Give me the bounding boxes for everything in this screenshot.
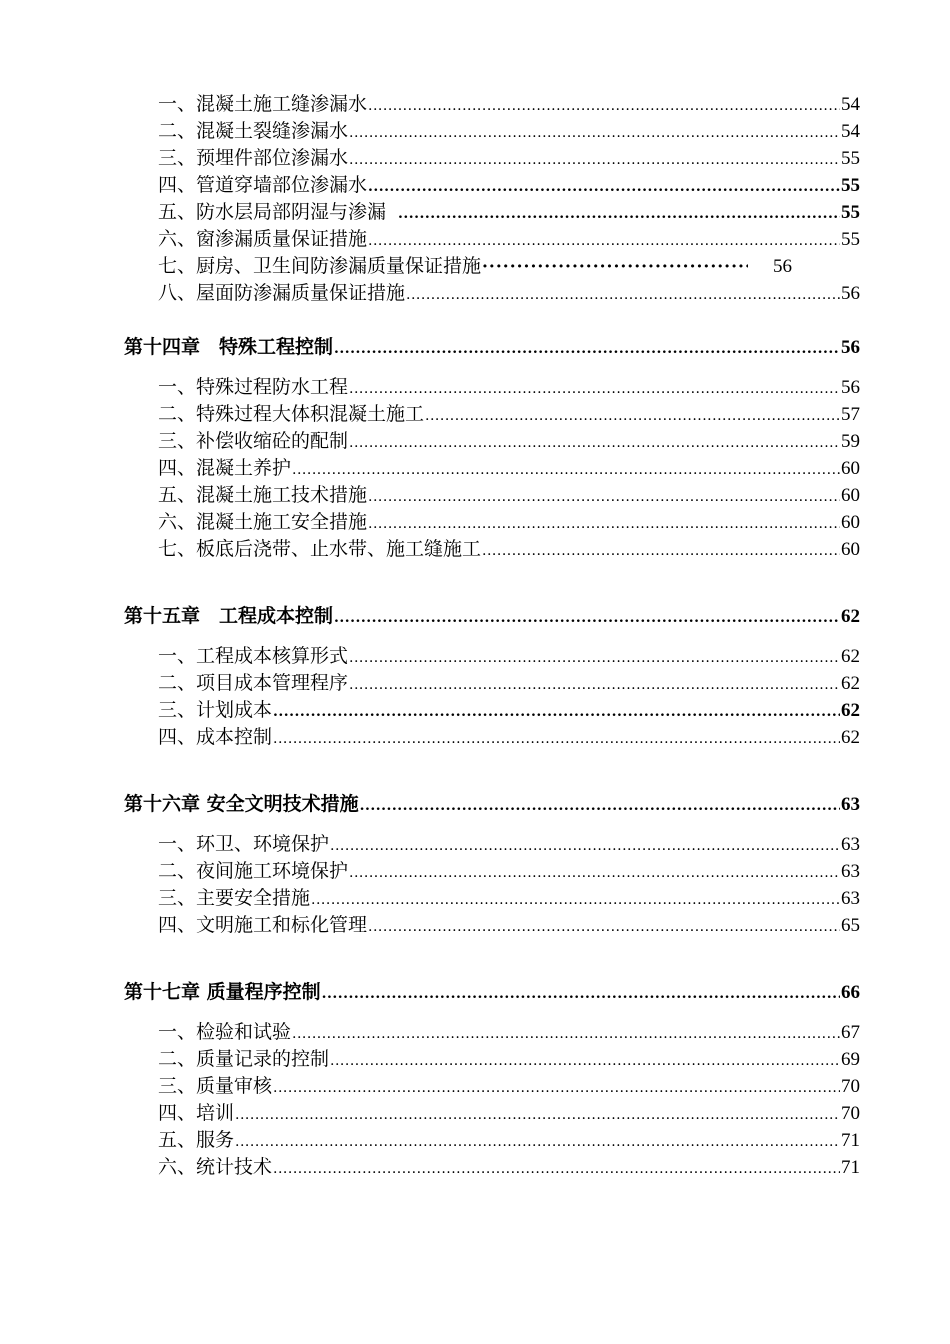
toc-entry[interactable] [158, 1020, 860, 1044]
dot-leader [334, 606, 840, 630]
toc-entry-label: 一、工程成本核算形式 [158, 645, 349, 667]
toc-entry[interactable] [158, 1101, 860, 1125]
dot-leader [334, 337, 840, 361]
toc-entry-label: 四、混凝土养护 [158, 457, 292, 479]
toc-entry-label: 二、质量记录的控制 [158, 1048, 330, 1070]
toc-chapter-page: 56 [841, 337, 860, 358]
toc-entry-page: 71 [841, 1130, 860, 1151]
toc-entry[interactable] [158, 173, 860, 197]
toc-chapter[interactable] [124, 335, 860, 359]
toc-entry[interactable] [158, 886, 860, 910]
toc-entry[interactable] [158, 429, 860, 453]
toc-entry-label: 三、计划成本 [158, 699, 273, 721]
dot-leader [349, 431, 840, 455]
dot-leader [273, 1076, 840, 1100]
toc-entry-label: 五、防水层局部阴湿与渗漏 [158, 201, 387, 223]
toc-entry-label: 六、统计技术 [158, 1156, 273, 1178]
toc-entry[interactable] [158, 859, 860, 883]
toc-chapter[interactable] [124, 792, 860, 816]
dot-leader [322, 982, 840, 1006]
dot-leader [235, 1103, 840, 1127]
dot-leader [273, 727, 840, 751]
toc-entry[interactable] [158, 402, 860, 426]
toc-entry-label: 三、质量审核 [158, 1075, 273, 1097]
dot-leader [235, 1130, 840, 1154]
toc-entry-page: 60 [841, 485, 860, 506]
toc-entry-page: 54 [841, 121, 860, 142]
dot-leader [482, 255, 748, 279]
toc-entry-page: 69 [841, 1049, 860, 1070]
toc-chapter-page: 66 [841, 982, 860, 1003]
toc-entry-label: 五、混凝土施工技术措施 [158, 484, 368, 506]
toc-entry-label: 四、文明施工和标化管理 [158, 914, 368, 936]
toc-entry-page: 67 [841, 1022, 860, 1043]
toc-entry-label: 二、混凝土裂缝渗漏水 [158, 120, 349, 142]
dot-leader [330, 834, 840, 858]
dot-leader [349, 646, 840, 670]
toc-entry-page: 54 [841, 94, 860, 115]
toc-entry-page: 71 [841, 1157, 860, 1178]
toc-entry[interactable] [158, 281, 860, 305]
toc-entry[interactable] [158, 671, 860, 695]
toc-entry[interactable] [158, 698, 860, 722]
toc-entry[interactable] [158, 725, 860, 749]
toc-entry-page: 62 [841, 673, 860, 694]
toc-chapter-page: 62 [841, 606, 860, 627]
dot-leader [349, 148, 840, 172]
toc-chapter-page: 63 [841, 794, 860, 815]
toc-entry-page: 57 [841, 404, 860, 425]
toc-entry-page: 60 [841, 458, 860, 479]
toc-entry-page: 56 [773, 256, 793, 277]
dot-leader [330, 1049, 840, 1073]
toc-entry-label: 七、厨房、卫生间防渗漏质量保证措施 [158, 255, 482, 277]
toc-entry[interactable] [158, 1155, 860, 1179]
dot-leader [406, 283, 840, 307]
toc-entry-page: 65 [841, 915, 860, 936]
toc-entry-label: 一、检验和试验 [158, 1021, 292, 1043]
toc-entry[interactable] [158, 200, 860, 224]
dot-leader [368, 175, 840, 199]
toc-entry-page: 70 [841, 1076, 860, 1097]
toc-entry-page: 60 [841, 512, 860, 533]
toc-entry[interactable] [158, 375, 860, 399]
toc-entry-page: 55 [841, 175, 860, 196]
toc-entry[interactable] [158, 146, 860, 170]
toc-entry-label: 三、主要安全措施 [158, 887, 311, 909]
toc-entry-label: 二、项目成本管理程序 [158, 672, 349, 694]
toc-entry[interactable] [158, 1047, 860, 1071]
dot-leader [292, 458, 840, 482]
toc-chapter-label: 第十四章 特殊工程控制 [124, 336, 334, 358]
toc-entry-page: 63 [841, 888, 860, 909]
toc-entry-label: 四、成本控制 [158, 726, 273, 748]
toc-entry[interactable] [158, 644, 860, 668]
dot-leader [349, 673, 840, 697]
toc-entry-label: 三、预埋件部位渗漏水 [158, 147, 349, 169]
toc-entry[interactable] [158, 1128, 860, 1152]
dot-leader [360, 794, 840, 818]
toc-entry[interactable] [158, 1074, 860, 1098]
toc-entry-label: 一、特殊过程防水工程 [158, 376, 349, 398]
dot-leader [368, 229, 840, 253]
toc-entry[interactable] [158, 510, 860, 534]
dot-leader [398, 202, 840, 226]
dot-leader [368, 94, 840, 118]
toc-chapter-label: 第十七章 质量程序控制 [124, 981, 321, 1003]
toc-entry-page: 63 [841, 834, 860, 855]
dot-leader [349, 377, 840, 401]
dot-leader [311, 888, 840, 912]
toc-entry-label: 二、特殊过程大体积混凝土施工 [158, 403, 425, 425]
toc-entry[interactable] [158, 483, 860, 507]
toc-entry-page: 70 [841, 1103, 860, 1124]
toc-entry-label: 八、屋面防渗漏质量保证措施 [158, 282, 406, 304]
toc-entry-label: 二、夜间施工环境保护 [158, 860, 349, 882]
toc-entry-label: 四、管道穿墙部位渗漏水 [158, 174, 368, 196]
toc-entry-page: 63 [841, 861, 860, 882]
toc-entry[interactable] [158, 92, 860, 116]
toc-entry-label: 五、服务 [158, 1129, 235, 1151]
dot-leader [482, 539, 840, 563]
toc-entry-page: 56 [841, 377, 860, 398]
toc-entry-page: 62 [841, 727, 860, 748]
toc-entry-page: 62 [841, 646, 860, 667]
toc-entry[interactable] [158, 227, 860, 251]
toc-entry-label: 七、板底后浇带、止水带、施工缝施工 [158, 538, 482, 560]
toc-entry[interactable] [158, 254, 860, 278]
toc-entry-label: 四、培训 [158, 1102, 235, 1124]
dot-leader [368, 512, 840, 536]
toc-entry-page: 56 [841, 283, 860, 304]
toc-entry-page: 55 [841, 229, 860, 250]
dot-leader [425, 404, 840, 428]
toc-entry[interactable] [158, 913, 860, 937]
toc-entry-page: 60 [841, 539, 860, 560]
toc-entry[interactable] [158, 832, 860, 856]
toc-chapter-label: 第十六章 安全文明技术措施 [124, 793, 359, 815]
toc-entry[interactable] [158, 537, 860, 561]
dot-leader [273, 1157, 840, 1181]
dot-leader [273, 700, 840, 724]
toc-chapter[interactable] [124, 604, 860, 628]
dot-leader [349, 121, 840, 145]
toc-entry-label: 六、混凝土施工安全措施 [158, 511, 368, 533]
toc-entry-page: 62 [841, 700, 860, 721]
dot-leader [349, 861, 840, 885]
dot-leader [292, 1022, 840, 1046]
dot-leader [368, 485, 840, 509]
toc-entry-label: 六、窗渗漏质量保证措施 [158, 228, 368, 250]
dot-leader [368, 915, 840, 939]
toc-entry[interactable] [158, 456, 860, 480]
toc-entry-page: 55 [841, 202, 860, 223]
toc-chapter[interactable] [124, 980, 860, 1004]
toc-entry-label: 三、补偿收缩砼的配制 [158, 430, 349, 452]
toc-entry[interactable] [158, 119, 860, 143]
toc-entry-label: 一、混凝土施工缝渗漏水 [158, 93, 368, 115]
toc-entry-page: 55 [841, 148, 860, 169]
toc-entry-label: 一、环卫、环境保护 [158, 833, 330, 855]
toc-entry-page: 59 [841, 431, 860, 452]
toc-chapter-label: 第十五章 工程成本控制 [124, 605, 334, 627]
